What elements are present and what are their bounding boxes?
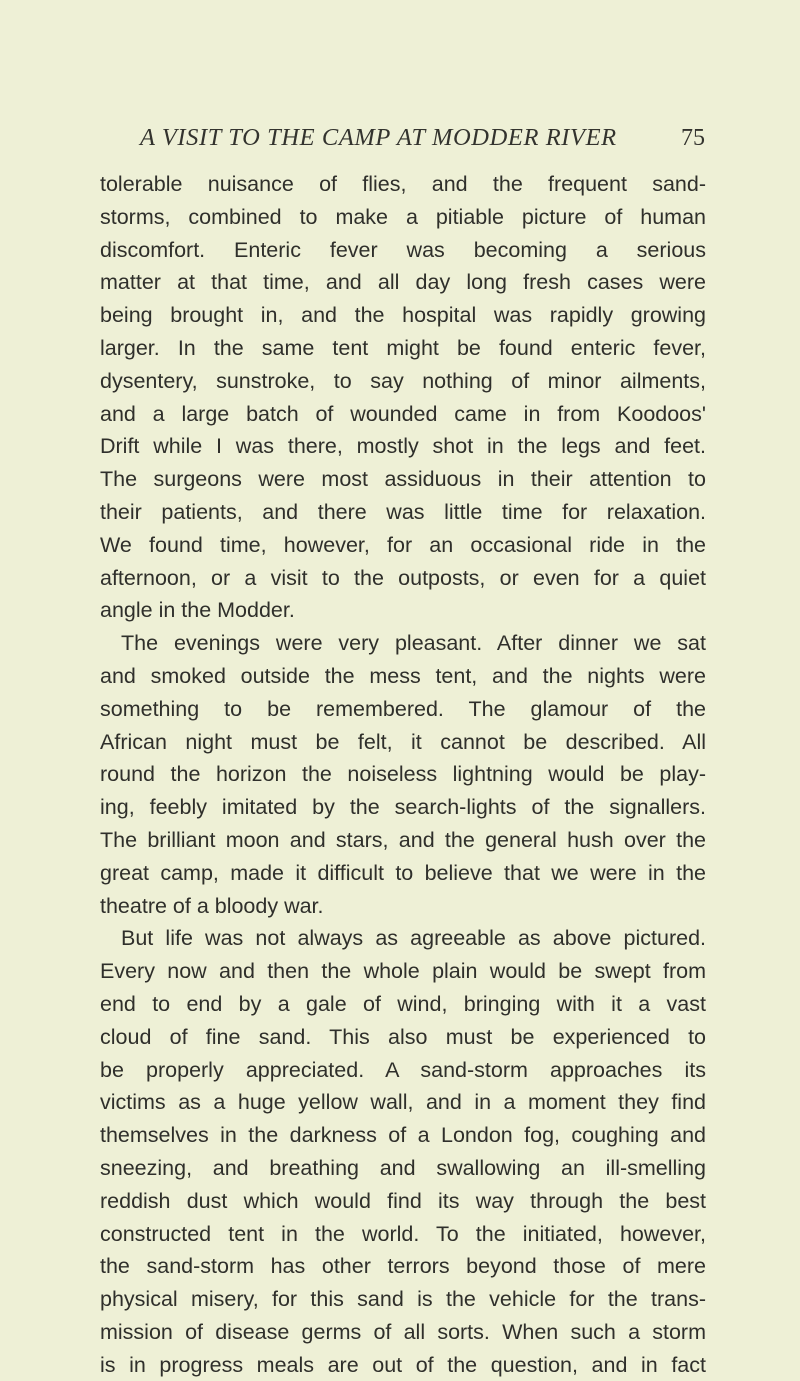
text-line: angle in the Modder.: [100, 598, 295, 623]
text-line: larger. In the same tent might be found enteric fever,: [100, 335, 706, 360]
text-line: mission of disease germs of all sorts. When such a storm: [100, 1319, 706, 1344]
text-line: African night must be felt, it cannot be described. All: [100, 729, 706, 754]
text-line: ing, feebly imitated by the search-lights of the signallers.: [100, 795, 706, 820]
text-line: physical misery, for this sand is the vehicle for the trans-: [100, 1287, 706, 1312]
body-text: [100, 168, 706, 1381]
text-line: The brilliant moon and stars, and the general hush over the: [100, 827, 706, 852]
running-title: A VISIT TO THE CAMP AT MODDER RIVER: [140, 124, 617, 151]
text-line: dysentery, sunstroke, to say nothing of minor ailments,: [100, 368, 706, 393]
text-line: sneezing, and breathing and swallowing an ill-smelling: [100, 1155, 706, 1180]
text-line: is in progress meals are out of the question, and in fact: [100, 1352, 706, 1377]
text-line: matter at that time, and all day long fresh cases were: [100, 270, 706, 295]
text-line: The evenings were very pleasant. After dinner we sat: [121, 631, 706, 656]
text-line: constructed tent in the world. To the initiated, however,: [100, 1221, 706, 1246]
text-line: afternoon, or a visit to the outposts, or even for a quiet: [100, 565, 706, 590]
text-line: discomfort. Enteric fever was becoming a serious: [100, 237, 706, 262]
text-line: great camp, made it difficult to believe that we were in the: [100, 860, 706, 885]
running-head: [140, 124, 705, 158]
text-line: and a large batch of wounded came in from Koodoos': [100, 401, 706, 426]
text-line: We found time, however, for an occasional ride in the: [100, 532, 706, 557]
text-line: themselves in the darkness of a London fog, coughing and: [100, 1123, 706, 1148]
text-line: storms, combined to make a pitiable picture of human: [100, 204, 706, 229]
text-line: Drift while I was there, mostly shot in the legs and feet.: [100, 434, 706, 459]
text-line: end to end by a gale of wind, bringing with it a vast: [100, 991, 706, 1016]
text-line: victims as a huge yellow wall, and in a moment they find: [100, 1090, 706, 1115]
text-line: tolerable nuisance of flies, and the frequent sand-: [100, 172, 706, 196]
page-number: 75: [681, 125, 705, 151]
text-line: Every now and then the whole plain would be swept from: [100, 959, 706, 984]
text-line: being brought in, and the hospital was rapidly growing: [100, 303, 706, 328]
text-line: be properly appreciated. A sand-storm approaches its: [100, 1057, 706, 1082]
text-line: theatre of a bloody war.: [100, 893, 324, 918]
text-line: and smoked outside the mess tent, and the nights were: [100, 663, 706, 688]
text-line: cloud of fine sand. This also must be experienced to: [100, 1024, 706, 1049]
text-line: reddish dust which would find its way through the best: [100, 1188, 706, 1213]
text-line: round the horizon the noiseless lightning would be play-: [100, 762, 706, 787]
text-line: The surgeons were most assiduous in their attention to: [100, 467, 706, 492]
text-line: the sand-storm has other terrors beyond those of mere: [100, 1254, 706, 1279]
text-line: But life was not always as agreeable as above pictured.: [121, 926, 706, 951]
text-line: something to be remembered. The glamour of the: [100, 696, 706, 721]
text-line: their patients, and there was little time for relaxation.: [100, 499, 706, 524]
